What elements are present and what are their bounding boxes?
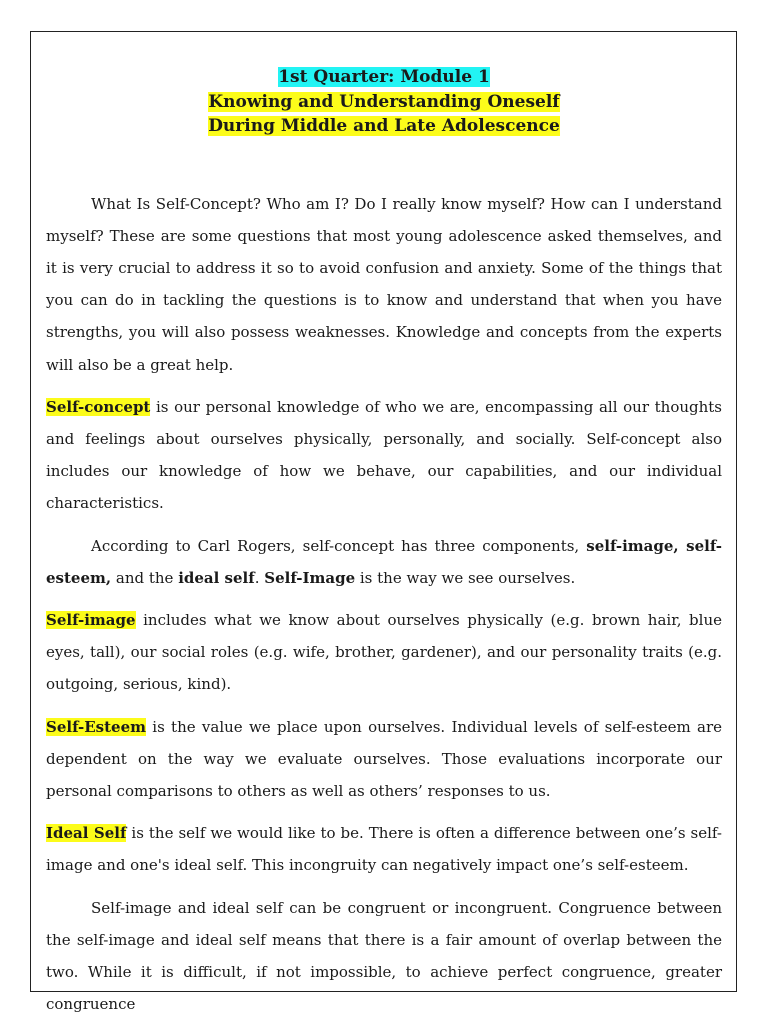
rogers-text-4: is the way we see ourselves.: [355, 568, 576, 587]
rogers-text-2: and the: [111, 568, 179, 587]
title-sub: During Middle and Late Adolescence: [208, 116, 560, 136]
document-content: [46, 65, 722, 1020]
module-title: [46, 65, 722, 139]
rogers-text-3: .: [254, 568, 265, 587]
document-page: [30, 31, 737, 1014]
rogers-paragraph: [46, 530, 722, 594]
rogers-ideal-self: ideal self: [178, 568, 255, 587]
self-image-paragraph: [46, 604, 722, 701]
title-main: Knowing and Understanding Oneself: [208, 91, 560, 112]
rogers-components: self-image, self-esteem,: [46, 536, 722, 587]
self-esteem-term: Self-Esteem: [46, 717, 146, 736]
congruence-paragraph: Self-image and ideal self can be congruent or incongruent. Congruence between the self-image and ideal self means that there is a fair amount of overlap between the two. While it is difficult, if not impossible, to achieve perfect congruence, greater congruence: [46, 898, 722, 1014]
self-concept-paragraph: [46, 391, 722, 520]
self-image-term: Self-image: [46, 610, 136, 629]
ideal-self-definition: is the self we would like to be. There is often a difference between one’s self-image and one's ideal self. This incongruity can negatively impact one’s self-esteem.: [46, 824, 722, 875]
rogers-self-image: Self-Image: [264, 568, 356, 587]
rogers-text-1: According to Carl Rogers, self-concept has three components,: [91, 536, 587, 555]
self-image-definition: includes what we know about ourselves physically (e.g. brown hair, blue eyes, tall), our social roles (e.g. wife, brother, gardener), and our personality traits (e.g. outgoing, serious, kind).: [46, 610, 722, 694]
self-esteem-paragraph: [46, 711, 722, 808]
title-quarter: 1st Quarter: Module 1: [278, 67, 490, 87]
self-concept-definition: is our personal knowledge of who we are, encompassing all our thoughts and feelings about ourselves physically, personally, and socially. Self-concept also includes our knowledge of how we behave, our capabilities, and our individual characteristics.: [46, 397, 722, 513]
ideal-self-paragraph: [46, 817, 722, 881]
ideal-self-term: Ideal Self: [46, 824, 127, 843]
intro-paragraph: What Is Self-Concept? Who am I? Do I really know myself? How can I understand myself? These are some questions that most young adolescence asked themselves, and it is very crucial to address it so to avoid confusion and anxiety. Some of the things that you can do in tackling the questions is to know and understand that when you have strengths, you will also possess weaknesses. Knowledge and concepts from the experts will also be a great help.: [46, 194, 722, 374]
self-esteem-definition: is the value we place upon ourselves. Individual levels of self-esteem are dependent on the way we evaluate ourselves. Those evaluations incorporate our personal comparisons to others as well as others’ responses to us.: [46, 717, 722, 800]
self-concept-term: Self-concept: [46, 397, 151, 416]
